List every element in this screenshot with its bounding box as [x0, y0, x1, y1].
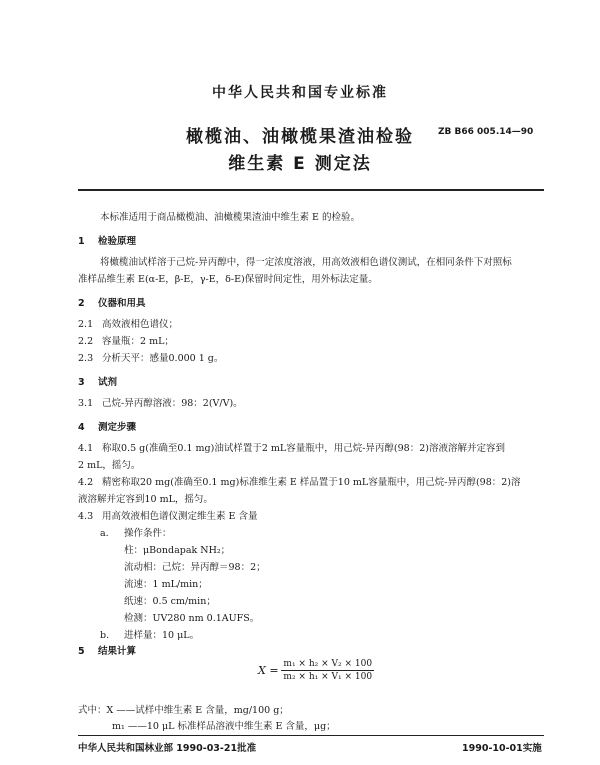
condition-flow-rate: 流速：1 mL/min；: [124, 579, 208, 590]
item-number: 4.3: [78, 511, 94, 522]
formula-fraction: [281, 659, 374, 682]
formula-denominator: m₂ × h₁ × V₁ × 100: [283, 672, 373, 682]
section-title: 测定步骤: [98, 422, 137, 433]
formula-numerator: m₁ × h₂ × V₂ × 100: [283, 659, 373, 669]
condition-mobile-phase: 流动相：己烷：异丙醇＝98：2；: [124, 562, 266, 573]
step-4-2-line-1: [78, 474, 520, 488]
item-text: 称取0.5 g(准确至0.1 mg)油试样置于2 mL容量瓶中，用己烷-异丙醇(98：2)溶液溶解并定容到: [102, 443, 505, 454]
section-number: 1: [78, 236, 85, 247]
list-item: [78, 316, 178, 330]
section-number: 4: [78, 422, 85, 433]
item-text: 容量瓶：2 mL；: [102, 336, 174, 347]
footer-divider: [78, 735, 544, 736]
step-4-2-line-2: 液溶解并定容到10 mL，摇匀。: [78, 494, 213, 505]
step-4-3: [78, 508, 257, 522]
item-text: 用高效液相色谱仪测定维生素 E 含量: [102, 511, 258, 522]
section-1-line-2: 准样品维生素 E(α-E，β-E，γ-E，δ-E)保留时间定性，用外标法定量。: [78, 274, 378, 285]
condition-chart-speed: 纸速：0.5 cm/min；: [124, 596, 216, 607]
list-item: [78, 350, 223, 364]
standard-code: ZB B66 005.14—90: [438, 127, 534, 137]
condition-column: 柱：μBondapak NH₂；: [124, 545, 231, 556]
intro-paragraph: 本标准适用于商品橄榄油、油橄榄果渣油中维生素 E 的检验。: [100, 212, 360, 223]
list-item: [78, 395, 243, 409]
condition-detection: 检测：UV280 nm 0.1AUFS。: [124, 613, 260, 624]
section-number: 3: [78, 377, 85, 388]
formula-legend-x: 式中：X ——试样中维生素 E 含量，mg/100 g；: [78, 705, 289, 716]
step-4-1-line-1: [78, 440, 505, 454]
item-label: a.: [100, 528, 109, 539]
section-1-line-1: 将橄榄油试样溶于己烷-异丙醇中，得一定浓度溶液，用高效液相色谱仪测试，在相同条件下对照标: [100, 257, 512, 268]
item-label: b.: [100, 630, 110, 641]
list-item: [78, 333, 174, 347]
item-number: 4.1: [78, 443, 94, 454]
formula-legend-m1: m₁ ——10 μL 标准样品溶液中维生素 E 含量，μg；: [112, 721, 336, 732]
item-text: 分析天平：感量0.000 1 g。: [102, 353, 224, 364]
item-number: 4.2: [78, 477, 94, 488]
section-2-heading: [78, 295, 146, 309]
section-3-heading: [78, 374, 117, 388]
section-number: 5: [78, 646, 85, 657]
document-title-line-2: 维生素 E 测定法: [228, 154, 372, 174]
section-title: 结果计算: [98, 646, 137, 657]
item-text: 操作条件：: [124, 528, 172, 539]
formula-lhs: X =: [258, 664, 279, 677]
item-number: 2.1: [78, 319, 94, 330]
step-4-1-line-2: 2 mL，摇匀。: [78, 460, 141, 471]
result-formula: [258, 659, 374, 682]
item-number: 3.1: [78, 398, 94, 409]
section-title: 检验原理: [98, 236, 137, 247]
item-text: 精密称取20 mg(准确至0.1 mg)标准维生素 E 样品置于10 mL容量瓶中，用己烷-异丙醇(98：2)溶: [102, 477, 521, 488]
section-title: 试剂: [98, 377, 118, 388]
item-text: 己烷-异丙醇溶液：98：2(V/V)。: [102, 398, 243, 409]
section-title: 仪器和用具: [98, 298, 146, 309]
header-divider: [78, 189, 544, 191]
issuing-organization: 中华人民共和国专业标准: [212, 85, 388, 101]
section-4-heading: [78, 419, 136, 433]
item-number: 2.2: [78, 336, 94, 347]
sub-item-b: [100, 627, 199, 641]
approval-line: 中华人民共和国林业部 1990-03-21批准: [78, 743, 257, 754]
item-number: 2.3: [78, 353, 94, 364]
effective-date: 1990-10-01实施: [462, 743, 542, 754]
section-5-heading: [78, 643, 136, 657]
section-number: 2: [78, 298, 85, 309]
sub-item-a: [100, 525, 172, 539]
section-1-heading: [78, 233, 136, 247]
document-title-line-1: 橄榄油、油橄榄果渣油检验: [186, 127, 414, 147]
item-text: 高效液相色谱仪；: [102, 319, 179, 330]
item-text: 进样量：10 μL。: [124, 630, 200, 641]
